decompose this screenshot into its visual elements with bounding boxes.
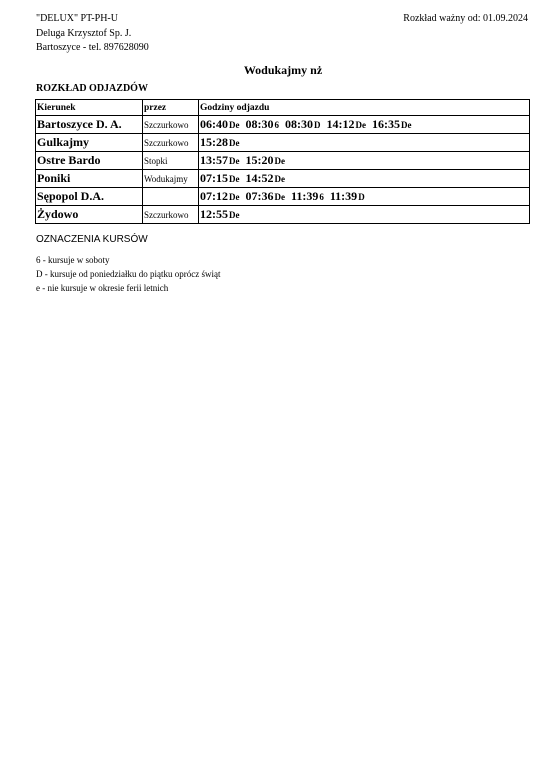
departure-times-cell	[199, 206, 530, 224]
via-cell: Szczurkowo	[143, 134, 199, 152]
departure-mark: De	[229, 120, 240, 130]
departure-mark: 6	[319, 192, 324, 202]
departure-time: 11:39	[329, 189, 358, 203]
departure	[200, 117, 240, 132]
departure	[200, 135, 240, 150]
departure-time: 14:52	[245, 171, 274, 185]
company-info	[36, 12, 149, 56]
departure	[200, 207, 240, 222]
departure	[246, 171, 286, 186]
table-header-row	[36, 100, 530, 116]
departure-mark: De	[274, 192, 285, 202]
departure-time: 07:36	[245, 189, 274, 203]
departure-mark: De	[229, 138, 240, 148]
departure-time: 11:39	[291, 189, 319, 203]
departure-times-cell	[199, 116, 530, 134]
departure-time: 15:20	[245, 153, 274, 167]
valid-from: Rozkład ważny od: 01.09.2024	[403, 13, 528, 24]
departure-time: 08:30	[245, 117, 274, 131]
direction-cell: Żydowo	[36, 206, 143, 224]
via-cell: Szczurkowo	[143, 116, 199, 134]
header-times: Godziny odjazdu	[199, 100, 530, 116]
via-cell: Wodukajmy	[143, 170, 199, 188]
departure-mark: De	[229, 156, 240, 166]
departure	[200, 153, 240, 168]
departure-times-cell	[199, 188, 530, 206]
departure-time: 12:55	[200, 207, 228, 221]
departure-mark: De	[355, 120, 366, 130]
table-row	[36, 134, 530, 152]
departure-time: 07:15	[200, 171, 228, 185]
table-row	[36, 152, 530, 170]
company-owner: Deluga Krzysztof Sp. J.	[36, 27, 132, 39]
departure	[285, 117, 321, 132]
departure-mark: De	[229, 210, 240, 220]
table-row	[36, 206, 530, 224]
departure-times-cell	[199, 134, 530, 152]
departure-mark: De	[401, 120, 412, 130]
departure-time: 16:35	[372, 117, 400, 131]
departure-mark: De	[229, 192, 240, 202]
departure	[330, 189, 365, 204]
legend-title: OZNACZENIA KURSÓW	[36, 234, 148, 245]
departure-time: 15:28	[200, 135, 228, 149]
departures-table	[35, 99, 530, 224]
departure-mark: De	[274, 156, 285, 166]
departure-mark: De	[229, 174, 240, 184]
departure-mark: D	[314, 120, 321, 130]
table-row	[36, 170, 530, 188]
departure-time: 13:57	[200, 153, 228, 167]
departure-mark: D	[358, 192, 365, 202]
via-cell: Stopki	[143, 152, 199, 170]
departure-mark: De	[274, 174, 285, 184]
header-direction: Kierunek	[36, 100, 143, 116]
departure	[246, 189, 286, 204]
departure-time: 14:12	[326, 117, 355, 131]
direction-cell: Poniki	[36, 170, 143, 188]
legend-item: D - kursuje od poniedziałku do piątku oprócz świąt	[36, 269, 221, 279]
departure	[372, 117, 412, 132]
table-row	[36, 188, 530, 206]
departure	[327, 117, 367, 132]
legend	[36, 253, 220, 295]
via-cell	[143, 188, 199, 206]
departure-time: 08:30	[285, 117, 313, 131]
direction-cell: Sępopol D.A.	[36, 188, 143, 206]
legend-item: 6 - kursuje w soboty	[36, 255, 110, 265]
departure-times-cell	[199, 170, 530, 188]
company-contact: Bartoszyce - tel. 897628090	[36, 42, 149, 53]
legend-item: e - nie kursuje w okresie ferii letnich	[36, 283, 169, 293]
departure-mark: 6	[274, 120, 279, 130]
departure-times-cell	[199, 152, 530, 170]
section-title: ROZKŁAD ODJAZDÓW	[36, 83, 148, 94]
departure	[291, 189, 324, 204]
company-name: "DELUX" PT-PH-U	[36, 13, 118, 24]
departure-time: 06:40	[200, 117, 228, 131]
departure	[246, 153, 286, 168]
departure	[200, 189, 240, 204]
direction-cell: Gulkajmy	[36, 134, 143, 152]
header-via: przez	[143, 100, 199, 116]
departure	[200, 171, 240, 186]
direction-cell: Ostre Bardo	[36, 152, 143, 170]
table-body	[36, 116, 530, 224]
via-cell: Szczurkowo	[143, 206, 199, 224]
departure	[246, 117, 280, 132]
stop-name: Wodukajmy nż	[243, 63, 323, 77]
table-row	[36, 116, 530, 134]
departure-time: 07:12	[200, 189, 228, 203]
direction-cell: Bartoszyce D. A.	[36, 116, 143, 134]
